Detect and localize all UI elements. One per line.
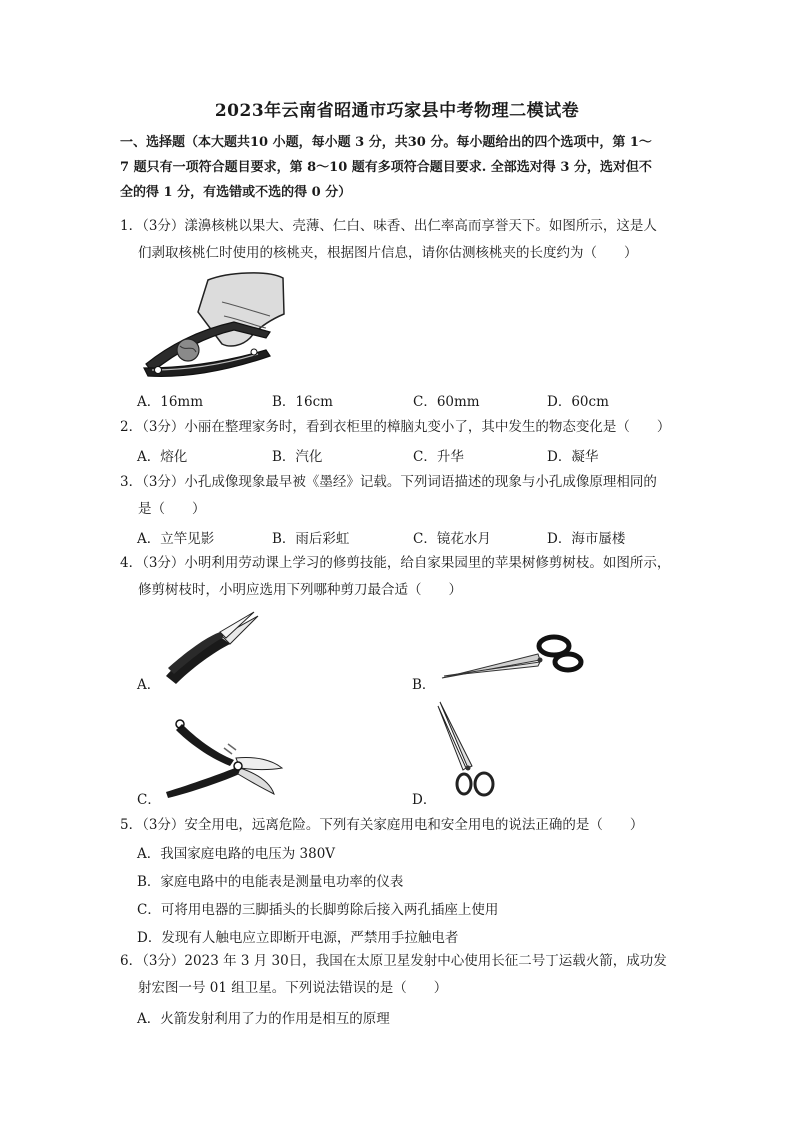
option-4c-label: C． — [137, 792, 161, 808]
question-3 — [120, 469, 680, 523]
option-5b: B．家庭电路中的电能表是测量电功率的仪表 — [137, 874, 404, 890]
question-1-line-1: 1．（3分）漾濞核桃以果大、壳薄、仁白、味香、出仁率高而享誉天下。如图所示，这是人 — [120, 218, 657, 234]
option-1a: A．16mm — [137, 394, 204, 410]
question-2-options — [137, 445, 697, 469]
option-1d: D．60cm — [547, 394, 609, 410]
question-1-options — [137, 390, 697, 414]
option-4a-label: A． — [137, 677, 161, 693]
question-2-line-1: 2．（3分）小丽在整理家务时，看到衣柜里的樟脑丸变小了，其中发生的物态变化是（ ） — [120, 419, 671, 435]
question-1-line-2: 们剥取核桃仁时使用的核桃夹，根据图片信息，请你估测核桃夹的长度约为（ ） — [138, 245, 638, 261]
question-6 — [120, 948, 680, 1002]
option-4d-label: D． — [412, 792, 437, 808]
household-scissors-image — [436, 700, 502, 800]
option-5a: A．我国家庭电路的电压为 380V — [137, 846, 336, 862]
option-1c: C．60mm — [413, 394, 480, 410]
option-1b: B．16cm — [272, 394, 333, 410]
option-2b: B．汽化 — [272, 449, 323, 465]
question-5 — [120, 812, 680, 839]
section-line-2: 7 题只有一项符合题目要求，第 8～10 题有多项符合题目要求. 全部选对得 3 分，选对但不 — [120, 160, 652, 175]
question-3-line-2: 是（ ） — [138, 501, 206, 517]
option-5c: C．可将用电器的三脚插头的长脚剪除后接入两孔插座上使用 — [137, 902, 499, 918]
question-4-line-1: 4．（3分）小明利用劳动课上学习的修剪技能，给自家果园里的苹果树修剪树枝。如图所示， — [120, 555, 671, 571]
thread-snips-image — [160, 610, 262, 686]
section-line-3: 全的得 1 分，有选错或不选的得 0 分） — [120, 185, 352, 200]
option-3d: D．海市蜃楼 — [547, 531, 626, 547]
question-3-line-1: 3．（3分）小孔成像现象最早被《墨经》记载。下列词语描述的现象与小孔成像原理相同的 — [120, 474, 657, 490]
question-3-options — [137, 527, 697, 551]
option-3a: A．立竿见影 — [137, 531, 215, 547]
section-instructions — [120, 130, 680, 205]
option-3c: C．镜花水月 — [413, 531, 491, 547]
pruning-shears-image — [162, 718, 286, 798]
nutcracker-image — [138, 272, 288, 384]
option-5d: D．发现有人触电应立即断开电源，严禁用手拉触电者 — [137, 930, 459, 946]
question-6-line-1: 6．（3分）2023 年 3 月 30日，我国在太原卫星发射中心使用长征二号丁运载火箭，成功发 — [120, 953, 667, 969]
question-5-line-1: 5．（3分）安全用电，远离危险。下列有关家庭用电和安全用电的说法正确的是（ ） — [120, 817, 644, 833]
page-title: 2023年云南省昭通市巧家县中考物理二模试卷 — [214, 101, 580, 121]
long-scissors-image — [440, 632, 586, 682]
option-2c: C．升华 — [413, 449, 464, 465]
question-4 — [120, 550, 680, 604]
question-4-line-2: 修剪树枝时，小明应选用下列哪种剪刀最合适（ ） — [138, 582, 462, 598]
option-3b: B．雨后彩虹 — [272, 531, 350, 547]
question-6-line-2: 射宏图一号 01 组卫星。下列说法错误的是（ ） — [138, 980, 448, 996]
option-4b-label: B． — [412, 677, 436, 693]
section-line-1: 一、选择题（本大题共10 小题，每小题 3 分，共30 分。每小题给出的四个选项中，第 1～ — [120, 135, 652, 150]
option-2d: D．凝华 — [547, 449, 599, 465]
option-2a: A．熔化 — [137, 449, 188, 465]
option-6a: A．火箭发射利用了力的作用是相互的原理 — [137, 1011, 390, 1027]
question-1 — [120, 213, 680, 267]
question-2 — [120, 414, 680, 441]
